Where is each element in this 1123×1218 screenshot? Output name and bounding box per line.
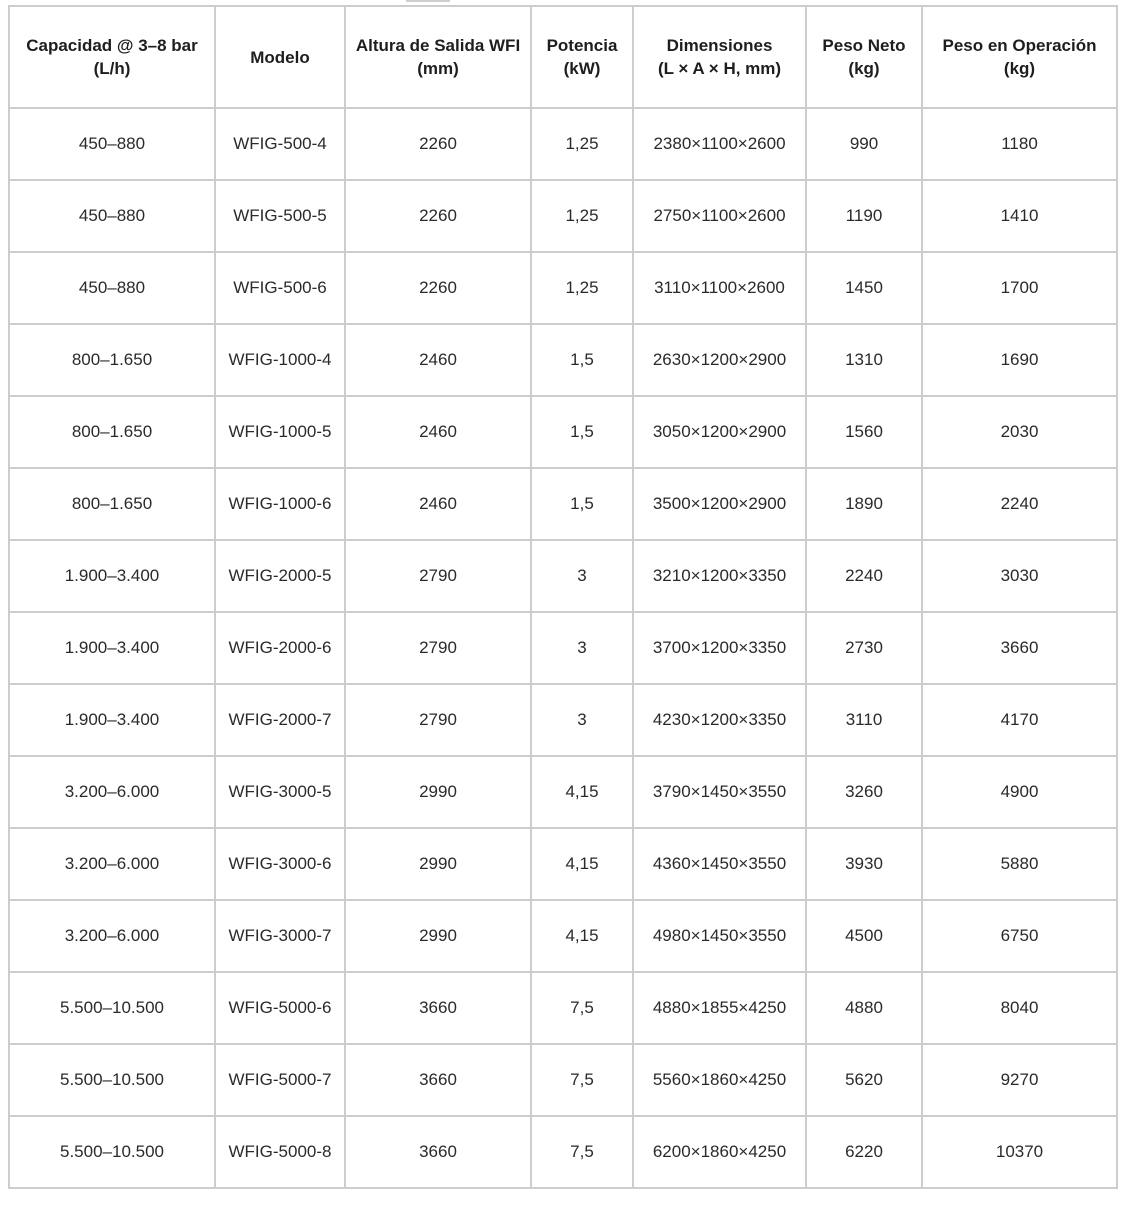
cell-outlet-height: 2790 [345, 540, 531, 612]
cell-model: WFIG-3000-7 [215, 900, 345, 972]
cell-operating-weight: 2030 [922, 396, 1117, 468]
header-capacity: Capacidad @ 3–8 bar (L/h) [9, 6, 215, 108]
cell-operating-weight: 1700 [922, 252, 1117, 324]
cell-model: WFIG-5000-7 [215, 1044, 345, 1116]
cell-net-weight: 1450 [806, 252, 922, 324]
header-operating-weight: Peso en Operación (kg) [922, 6, 1117, 108]
cell-operating-weight: 9270 [922, 1044, 1117, 1116]
header-model: Modelo [215, 6, 345, 108]
cell-net-weight: 5620 [806, 1044, 922, 1116]
cell-capacity: 800–1.650 [9, 396, 215, 468]
cell-net-weight: 2240 [806, 540, 922, 612]
cell-capacity: 3.200–6.000 [9, 900, 215, 972]
cell-net-weight: 6220 [806, 1116, 922, 1188]
cell-power: 3 [531, 612, 633, 684]
cell-model: WFIG-500-5 [215, 180, 345, 252]
table-row [9, 324, 1117, 396]
cell-net-weight: 4500 [806, 900, 922, 972]
cell-model: WFIG-500-6 [215, 252, 345, 324]
cell-operating-weight: 3660 [922, 612, 1117, 684]
cell-capacity: 450–880 [9, 108, 215, 180]
header-row [9, 6, 1117, 108]
cell-dimensions: 4880×1855×4250 [633, 972, 806, 1044]
cell-net-weight: 4880 [806, 972, 922, 1044]
cell-capacity: 1.900–3.400 [9, 540, 215, 612]
cell-capacity: 800–1.650 [9, 324, 215, 396]
table-row [9, 540, 1117, 612]
cell-capacity: 5.500–10.500 [9, 1116, 215, 1188]
table-row [9, 900, 1117, 972]
top-divider-mark [406, 0, 450, 2]
cell-outlet-height: 2460 [345, 324, 531, 396]
cell-operating-weight: 5880 [922, 828, 1117, 900]
cell-power: 1,5 [531, 324, 633, 396]
table-row [9, 396, 1117, 468]
specifications-table [8, 5, 1118, 1189]
table-row [9, 180, 1117, 252]
cell-power: 4,15 [531, 828, 633, 900]
cell-capacity: 5.500–10.500 [9, 1044, 215, 1116]
header-dimensions: Dimensiones (L × A × H, mm) [633, 6, 806, 108]
cell-power: 1,25 [531, 180, 633, 252]
cell-outlet-height: 2260 [345, 252, 531, 324]
cell-operating-weight: 4900 [922, 756, 1117, 828]
table-row [9, 468, 1117, 540]
cell-outlet-height: 2990 [345, 756, 531, 828]
cell-dimensions: 2380×1100×2600 [633, 108, 806, 180]
cell-model: WFIG-2000-7 [215, 684, 345, 756]
cell-operating-weight: 6750 [922, 900, 1117, 972]
cell-dimensions: 3210×1200×3350 [633, 540, 806, 612]
cell-outlet-height: 2260 [345, 180, 531, 252]
table-row [9, 1116, 1117, 1188]
cell-outlet-height: 3660 [345, 1116, 531, 1188]
table-row [9, 252, 1117, 324]
cell-operating-weight: 4170 [922, 684, 1117, 756]
cell-operating-weight: 1690 [922, 324, 1117, 396]
cell-operating-weight: 1410 [922, 180, 1117, 252]
cell-model: WFIG-3000-6 [215, 828, 345, 900]
cell-operating-weight: 2240 [922, 468, 1117, 540]
cell-model: WFIG-2000-6 [215, 612, 345, 684]
table-row [9, 684, 1117, 756]
cell-outlet-height: 2460 [345, 396, 531, 468]
cell-dimensions: 3790×1450×3550 [633, 756, 806, 828]
cell-net-weight: 1310 [806, 324, 922, 396]
cell-power: 1,25 [531, 108, 633, 180]
table-row [9, 972, 1117, 1044]
table-header [9, 6, 1117, 108]
cell-power: 7,5 [531, 1116, 633, 1188]
cell-dimensions: 6200×1860×4250 [633, 1116, 806, 1188]
cell-dimensions: 4360×1450×3550 [633, 828, 806, 900]
cell-outlet-height: 2990 [345, 900, 531, 972]
header-outlet-height: Altura de Salida WFI (mm) [345, 6, 531, 108]
header-power: Potencia (kW) [531, 6, 633, 108]
cell-outlet-height: 3660 [345, 1044, 531, 1116]
cell-power: 1,25 [531, 252, 633, 324]
table-row [9, 108, 1117, 180]
cell-dimensions: 3110×1100×2600 [633, 252, 806, 324]
cell-capacity: 1.900–3.400 [9, 612, 215, 684]
cell-power: 4,15 [531, 756, 633, 828]
cell-outlet-height: 2460 [345, 468, 531, 540]
cell-power: 3 [531, 540, 633, 612]
cell-dimensions: 4980×1450×3550 [633, 900, 806, 972]
cell-capacity: 450–880 [9, 180, 215, 252]
cell-power: 7,5 [531, 972, 633, 1044]
cell-capacity: 5.500–10.500 [9, 972, 215, 1044]
cell-net-weight: 990 [806, 108, 922, 180]
cell-net-weight: 3930 [806, 828, 922, 900]
cell-power: 1,5 [531, 396, 633, 468]
cell-operating-weight: 8040 [922, 972, 1117, 1044]
cell-power: 4,15 [531, 900, 633, 972]
cell-net-weight: 1560 [806, 396, 922, 468]
cell-model: WFIG-2000-5 [215, 540, 345, 612]
cell-operating-weight: 10370 [922, 1116, 1117, 1188]
cell-outlet-height: 2260 [345, 108, 531, 180]
cell-model: WFIG-1000-5 [215, 396, 345, 468]
cell-capacity: 3.200–6.000 [9, 756, 215, 828]
cell-dimensions: 3050×1200×2900 [633, 396, 806, 468]
table-row [9, 1044, 1117, 1116]
header-net-weight: Peso Neto (kg) [806, 6, 922, 108]
cell-dimensions: 2750×1100×2600 [633, 180, 806, 252]
cell-net-weight: 3260 [806, 756, 922, 828]
cell-model: WFIG-5000-6 [215, 972, 345, 1044]
cell-operating-weight: 1180 [922, 108, 1117, 180]
cell-model: WFIG-5000-8 [215, 1116, 345, 1188]
cell-outlet-height: 2790 [345, 612, 531, 684]
cell-operating-weight: 3030 [922, 540, 1117, 612]
cell-capacity: 1.900–3.400 [9, 684, 215, 756]
cell-dimensions: 3500×1200×2900 [633, 468, 806, 540]
table-body [9, 108, 1117, 1188]
cell-net-weight: 3110 [806, 684, 922, 756]
cell-power: 7,5 [531, 1044, 633, 1116]
cell-model: WFIG-3000-5 [215, 756, 345, 828]
cell-model: WFIG-1000-4 [215, 324, 345, 396]
cell-outlet-height: 2790 [345, 684, 531, 756]
cell-model: WFIG-500-4 [215, 108, 345, 180]
cell-capacity: 800–1.650 [9, 468, 215, 540]
cell-net-weight: 1890 [806, 468, 922, 540]
cell-outlet-height: 3660 [345, 972, 531, 1044]
cell-dimensions: 5560×1860×4250 [633, 1044, 806, 1116]
cell-dimensions: 2630×1200×2900 [633, 324, 806, 396]
table-row [9, 756, 1117, 828]
cell-capacity: 450–880 [9, 252, 215, 324]
cell-net-weight: 1190 [806, 180, 922, 252]
cell-dimensions: 4230×1200×3350 [633, 684, 806, 756]
cell-net-weight: 2730 [806, 612, 922, 684]
cell-dimensions: 3700×1200×3350 [633, 612, 806, 684]
table-row [9, 828, 1117, 900]
cell-power: 3 [531, 684, 633, 756]
cell-outlet-height: 2990 [345, 828, 531, 900]
cell-capacity: 3.200–6.000 [9, 828, 215, 900]
table-row [9, 612, 1117, 684]
cell-model: WFIG-1000-6 [215, 468, 345, 540]
cell-power: 1,5 [531, 468, 633, 540]
